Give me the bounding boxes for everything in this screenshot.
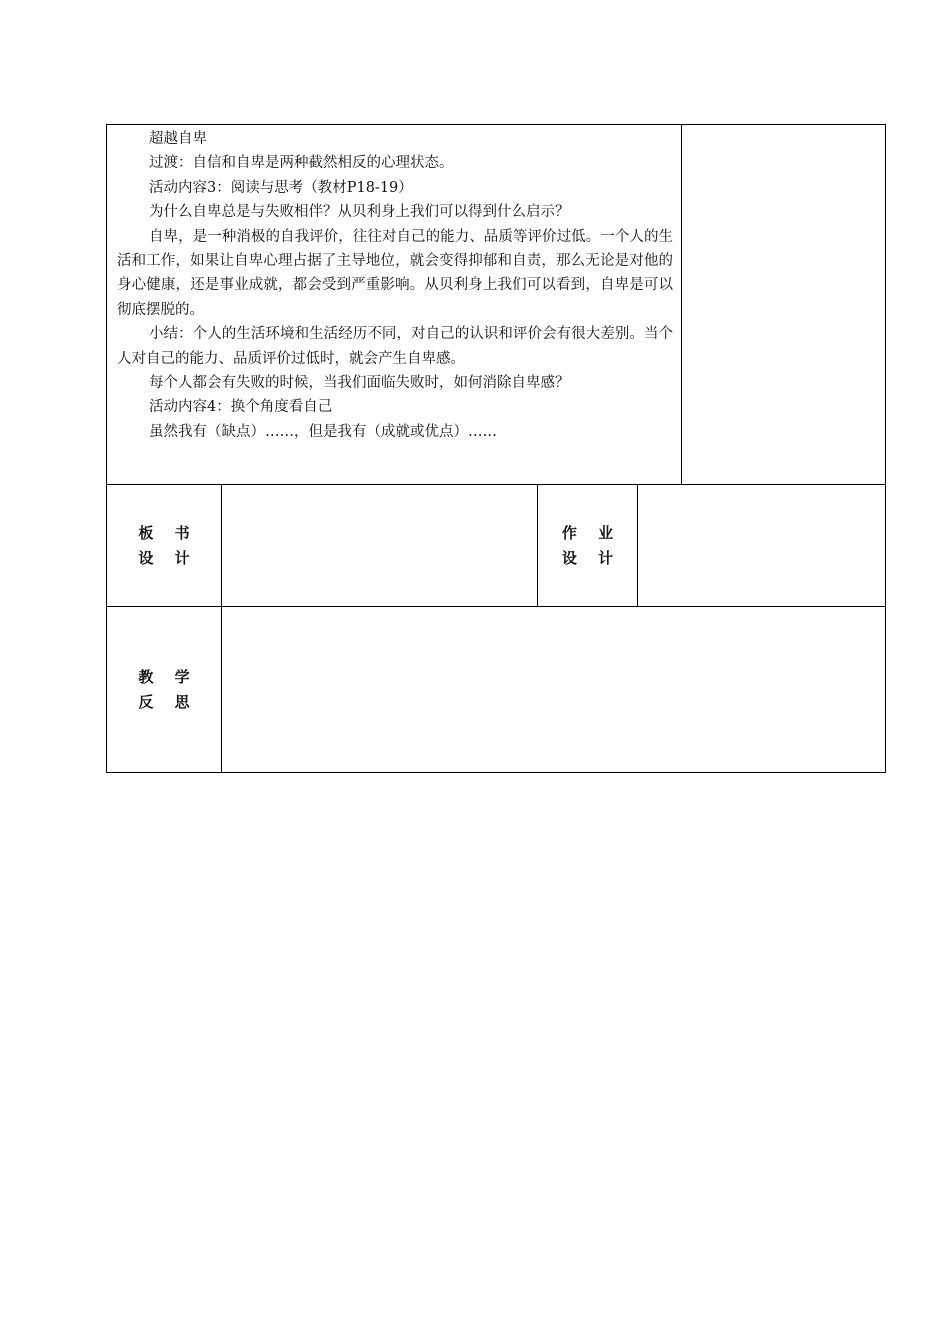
teaching-reflection-label-line2: 反 思 (138, 692, 198, 711)
notes-cell (682, 125, 886, 485)
lesson-content-cell (107, 125, 682, 485)
teaching-reflection-label-line1: 教 学 (138, 667, 198, 686)
section-title: 超越自卑 (149, 131, 207, 147)
homework-design-label-line2: 设 计 (561, 548, 622, 567)
board-design-label-line1: 板 书 (138, 523, 198, 542)
transition-text: 过渡：自信和自卑是两种截然相反的心理状态。 (149, 155, 454, 172)
homework-design-label (538, 485, 638, 607)
question-text: 为什么自卑总是与失败相伴？从贝利身上我们可以得到什么启示？ (149, 204, 570, 221)
activity-4-prompt: 虽然我有（缺点）……，但是我有（成就或优点）…… (149, 423, 497, 440)
summary-text: 小结：个人的生活环境和生活经历不同，对自己的认识和评价会有很大差别。当个人对自己的能力、品质评价过低时，就会产生自卑感。 (117, 326, 673, 367)
board-design-label (107, 485, 222, 607)
explanation-text: 自卑，是一种消极的自我评价，往往对自己的能力、品质等评价过低。一个人的生活和工作，如果让自卑心理占据了主导地位，就会变得抑郁和自责，那么无论是对他的身心健康，还是事业成就，都会受到严重影响。从贝利身上我们可以看到，自卑是可以彻底摆脱的。 (117, 228, 673, 318)
lesson-plan-table (106, 124, 886, 773)
activity-4-heading: 活动内容4：换个角度看自己 (149, 399, 333, 416)
board-design-label-line2: 设 计 (138, 548, 198, 567)
board-design-value (222, 485, 538, 607)
teaching-reflection-value (222, 607, 886, 773)
homework-design-label-line1: 作 业 (561, 523, 622, 542)
teaching-reflection-label (107, 607, 222, 773)
homework-design-value (638, 485, 886, 607)
failure-question-text: 每个人都会有失败的时候，当我们面临失败时，如何消除自卑感？ (149, 375, 570, 392)
activity-3-heading: 活动内容3：阅读与思考（教材P18-19） (149, 179, 413, 196)
